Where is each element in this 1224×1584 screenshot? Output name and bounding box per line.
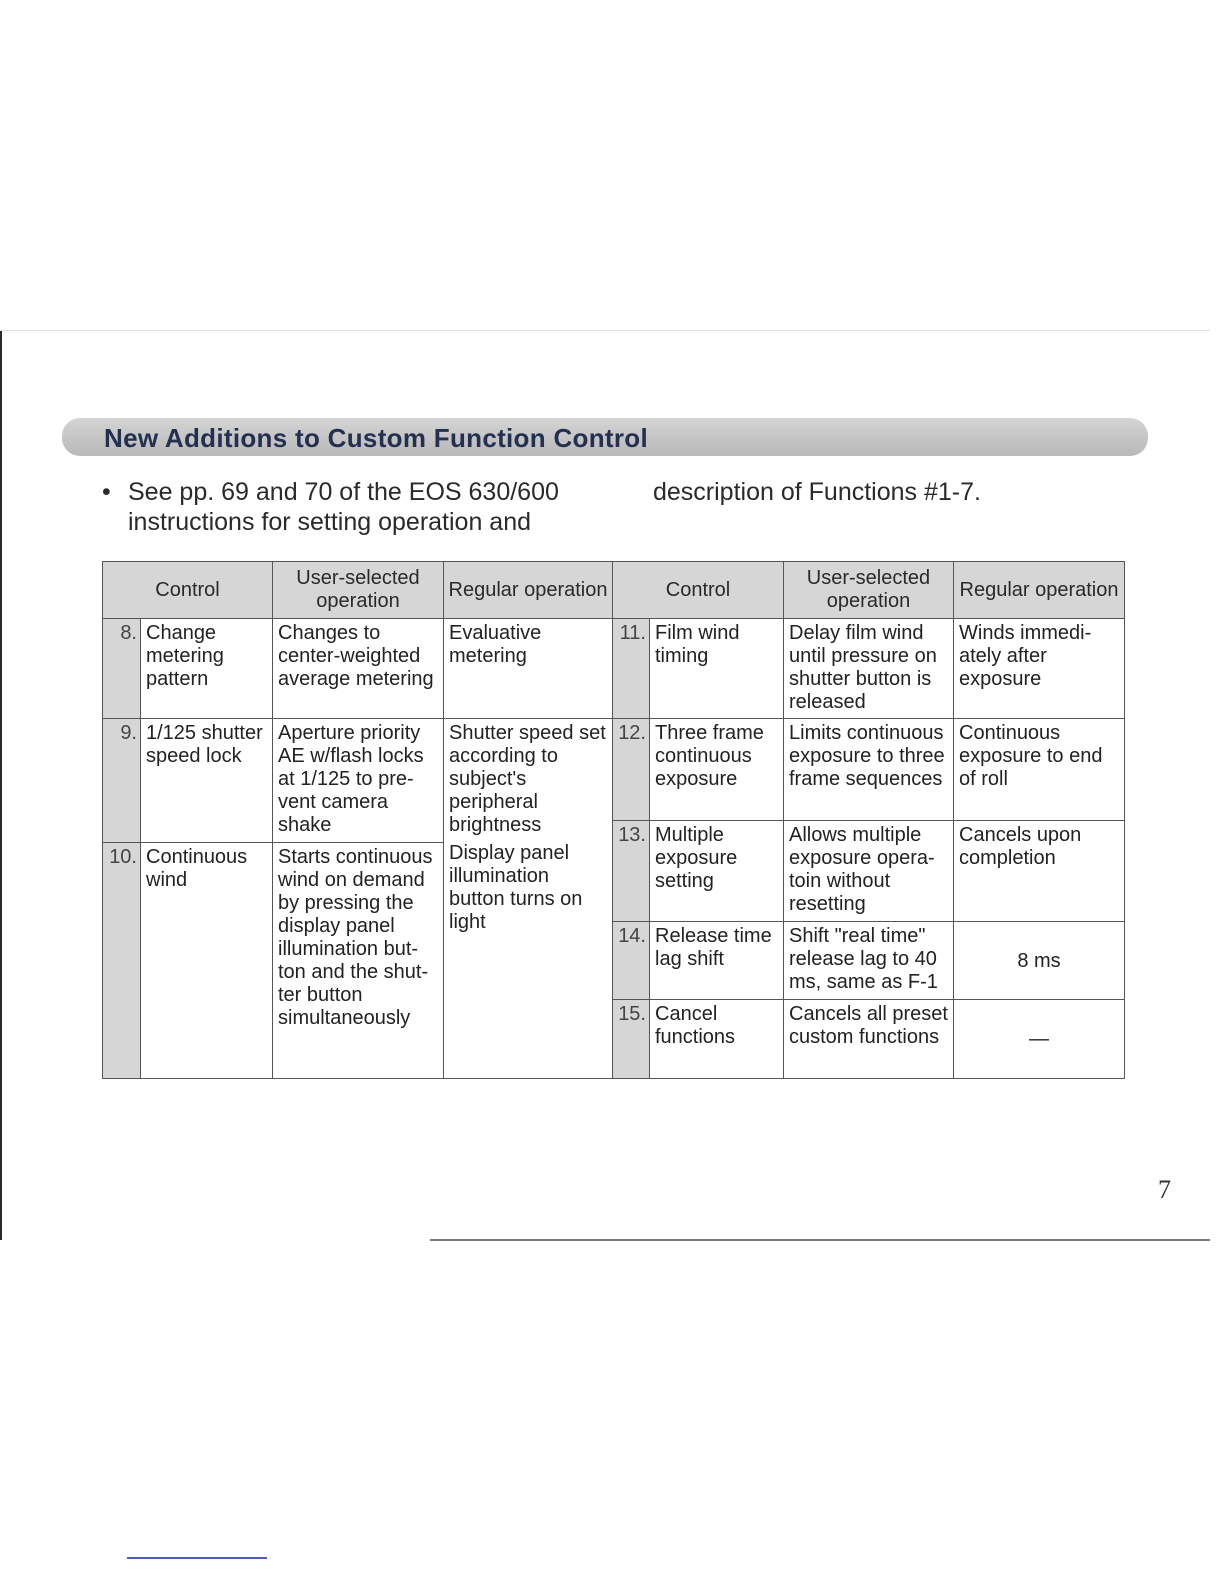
table-row	[613, 922, 1125, 1000]
regular-cell: Evaluative metering	[444, 619, 613, 719]
control-cell: Release time lag shift	[650, 922, 784, 1000]
control-cell: Multiple exposure setting	[650, 821, 784, 922]
function-number: 10.	[103, 843, 141, 1079]
function-number: 15.	[613, 1000, 650, 1079]
function-number: 13.	[613, 821, 650, 922]
section-title: New Additions to Custom Function Control	[104, 423, 648, 453]
regular-cell: Continuous exposure to end of roll	[954, 719, 1125, 821]
table-header-row	[103, 562, 613, 619]
bullet-icon: •	[102, 478, 111, 506]
table-row	[613, 619, 1125, 719]
intro-line-2: instructions for setting operation and	[128, 508, 532, 536]
footer-link-underline	[127, 1557, 267, 1559]
intro-line-1: See pp. 69 and 70 of the EOS 630/600	[128, 478, 559, 506]
regular-cell	[444, 719, 613, 1079]
header-regular: Regular operation	[444, 562, 613, 619]
header-control: Control	[613, 562, 784, 619]
user-selected-cell: Shift "real time" release lag to 40 ms, same as F-1	[784, 922, 954, 1000]
page-left-edge	[0, 330, 2, 1240]
function-number: 9.	[103, 719, 141, 843]
control-cell: Film wind timing	[650, 619, 784, 719]
table-row	[613, 719, 1125, 821]
intro-text	[102, 477, 602, 537]
control-cell: Cancel functions	[650, 1000, 784, 1079]
user-selected-cell: Changes to center-weighted average metering	[273, 619, 444, 719]
user-selected-cell: Starts continuous wind on demand by pressing the display panel illumination but-ton and the shut-ter button simultaneously	[273, 843, 444, 1079]
regular-text-10: Display panel illumination button turns on light	[449, 842, 583, 933]
regular-cell: —	[954, 1000, 1125, 1079]
control-cell: Change metering pattern	[141, 619, 273, 719]
user-selected-cell: Aperture priority AE w/flash locks at 1/125 to pre-vent camera shake	[273, 719, 444, 843]
table-row	[103, 619, 613, 719]
custom-function-table-left	[102, 561, 613, 1079]
control-cell: 1/125 shutter speed lock	[141, 719, 273, 843]
regular-cell: 8 ms	[954, 922, 1125, 1000]
table-header-row	[613, 562, 1125, 619]
table-row	[613, 1000, 1125, 1079]
function-number: 14.	[613, 922, 650, 1000]
page-top-rule	[0, 330, 1210, 331]
control-cell: Three frame continuous exposure	[650, 719, 784, 821]
table-row	[613, 821, 1125, 922]
header-user-selected: User-selected operation	[273, 562, 444, 619]
intro-line-3: description of Functions #1-7.	[653, 478, 981, 506]
page-number: 7	[1158, 1175, 1171, 1204]
table-row	[103, 719, 613, 843]
function-number: 11.	[613, 619, 650, 719]
regular-cell: Winds immedi-ately after exposure	[954, 619, 1125, 719]
user-selected-cell: Cancels all preset custom functions	[784, 1000, 954, 1079]
regular-text-9: Shutter speed set according to subject's peripheral brightness	[449, 722, 606, 836]
user-selected-cell: Delay film wind until pressure on shutter button is released	[784, 619, 954, 719]
page-bottom-rule	[430, 1239, 1210, 1241]
function-number: 8.	[103, 619, 141, 719]
header-user-selected: User-selected operation	[784, 562, 954, 619]
header-regular: Regular operation	[954, 562, 1125, 619]
custom-function-table-right	[612, 561, 1125, 1079]
regular-cell: Cancels upon completion	[954, 821, 1125, 922]
user-selected-cell: Allows multiple exposure opera-toin without resetting	[784, 821, 954, 922]
user-selected-cell: Limits continuous exposure to three frame sequences	[784, 719, 954, 821]
control-cell: Continuous wind	[141, 843, 273, 1079]
header-control: Control	[103, 562, 273, 619]
function-number: 12.	[613, 719, 650, 821]
